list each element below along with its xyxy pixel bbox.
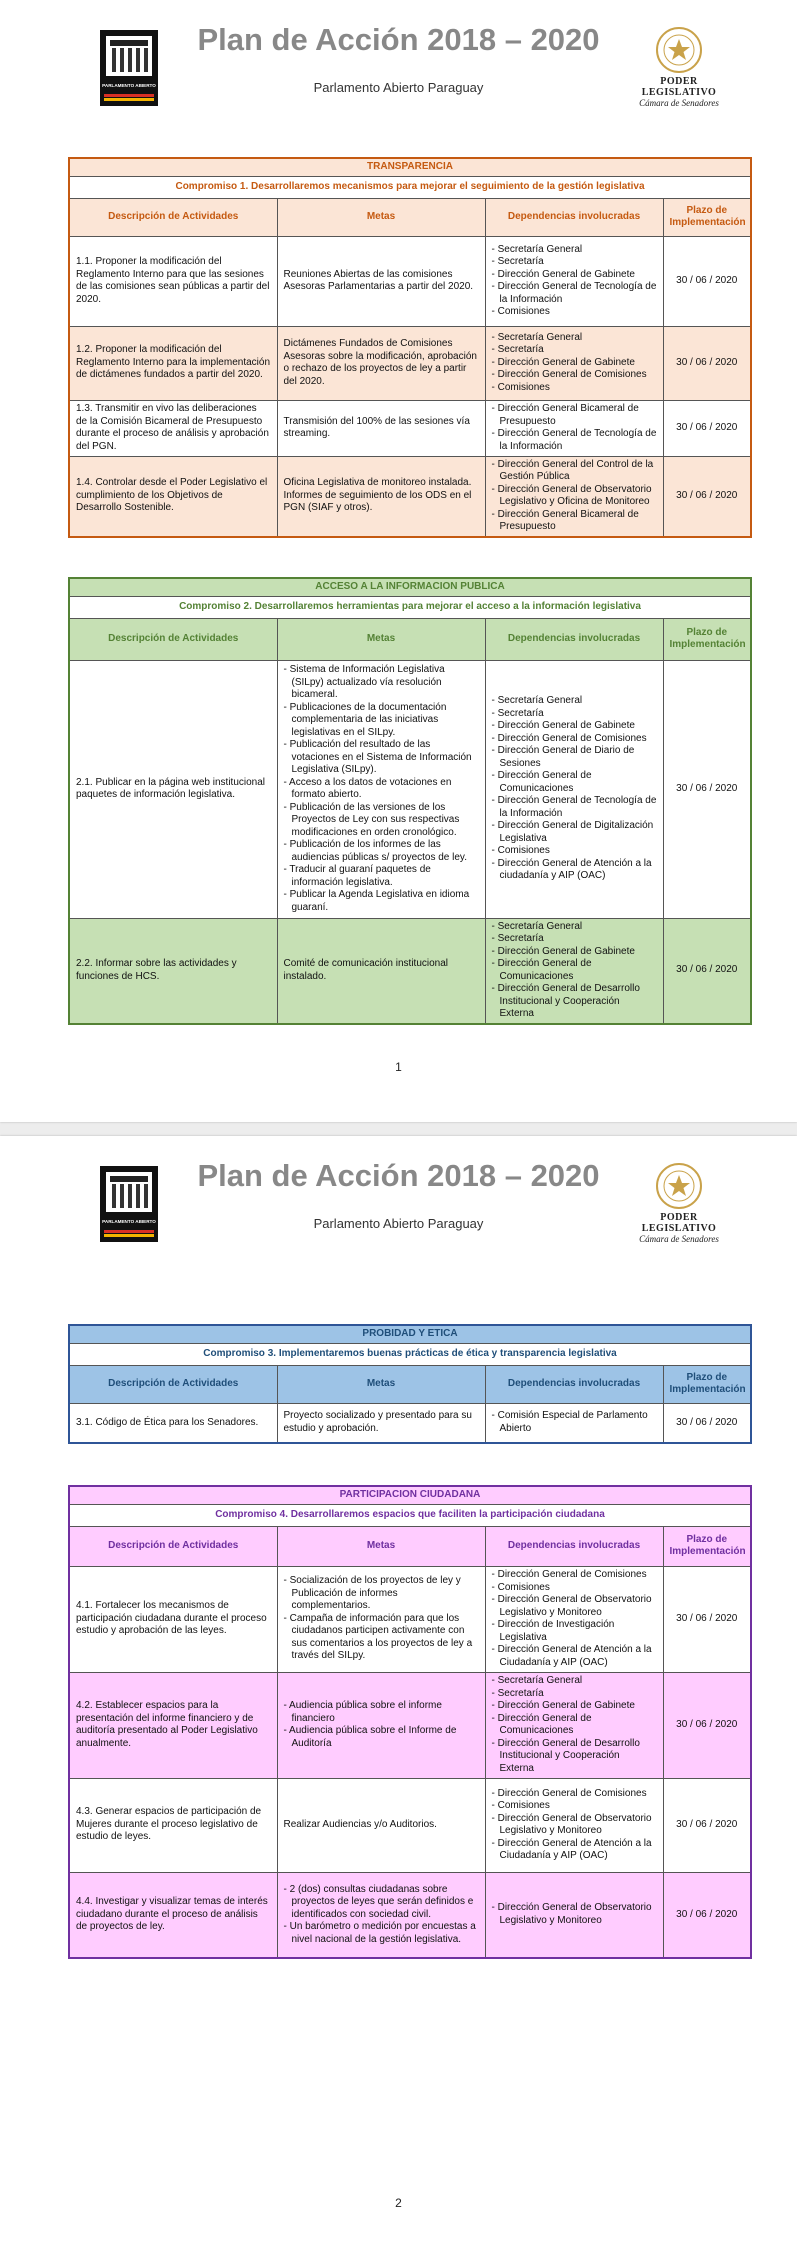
row-desc: 3.1. Código de Ética para los Senadores. xyxy=(69,1403,277,1443)
row-desc: 2.2. Informar sobre las actividades y funciones de HCS. xyxy=(69,918,277,1024)
row-date: 30 / 06 / 2020 xyxy=(663,1672,751,1778)
col-header-plazo: Plazo de Implementación xyxy=(663,1526,751,1566)
row-metas: Dictámenes Fundados de Comisiones Asesoras sobre la modificación, aprobación o rechazo de los proyectos de ley a partir del 2020. xyxy=(277,326,485,400)
row-deps: - Dirección General de Comisiones - Comisiones - Dirección General de Observatorio Legislativo y Monitoreo - Dirección de Investigación Legislativa - Dirección General de Atención a la Ciudadanía y AIP (OAC) xyxy=(485,1566,663,1672)
page-number: 1 xyxy=(395,1060,402,1074)
col-header-metas: Metas xyxy=(277,198,485,236)
row-date: 30 / 06 / 2020 xyxy=(663,1872,751,1958)
row-date: 30 / 06 / 2020 xyxy=(663,660,751,918)
row-desc: 2.1. Publicar en la página web institucional paquetes de información legislativa. xyxy=(69,660,277,918)
row-metas: Oficina Legislativa de monitoreo instalada. Informes de seguimiento de los ODS en el PGN (SIAF y otros). xyxy=(277,456,485,537)
table-row xyxy=(69,1672,751,1778)
row-deps: - Secretaría General - Secretaría - Dirección General de Gabinete - Dirección General de Comisiones - Dirección General de Diario de Sesiones - Dirección General de Comunicaciones - Dirección General de Tecnología de la Información - Dirección General de Digitalización Legislativa - Comisiones - Dirección General de Atención a la ciudadanía y AIP (OAC) xyxy=(485,660,663,918)
seal-icon xyxy=(655,1162,703,1210)
col-header-plazo: Plazo de Implementación xyxy=(663,1365,751,1403)
svg-text:PARLAMENTO ABIERTO: PARLAMENTO ABIERTO xyxy=(102,1219,156,1224)
row-desc: 4.1. Fortalecer los mecanismos de participación ciudadana durante el proceso estudio y aprobación de las leyes. xyxy=(69,1566,277,1672)
row-metas: Proyecto socializado y presentado para su estudio y aprobación. xyxy=(277,1403,485,1443)
row-metas: - Socialización de los proyectos de ley y Publicación de informes complementarios. - Campaña de información para que los ciudadanos participen activamente con sus comentarios a los proyectos de ley a través del SILpy. xyxy=(277,1566,485,1672)
row-deps: - Dirección General de Comisiones - Comisiones - Dirección General de Observatorio Legislativo y Monitoreo - Dirección General de Atención a la Ciudadanía y AIP (OAC) xyxy=(485,1778,663,1872)
row-deps: - Dirección General del Control de la Gestión Pública - Dirección General de Observatorio Legislativo y Oficina de Monitoreo - Dirección General Bicameral de Presupuesto xyxy=(485,456,663,537)
page-subtitle: Parlamento Abierto Paraguay xyxy=(313,80,484,95)
row-date: 30 / 06 / 2020 xyxy=(663,918,751,1024)
col-header-deps: Dependencias involucradas xyxy=(485,618,663,660)
row-metas: Comité de comunicación institucional instalado. xyxy=(277,918,485,1024)
col-header-metas: Metas xyxy=(277,618,485,660)
page-title: Plan de Acción 2018 – 2020 xyxy=(197,22,600,57)
table-row xyxy=(69,660,751,918)
col-header-desc: Descripción de Actividades xyxy=(69,618,277,660)
table-row xyxy=(69,236,751,326)
row-deps: - Dirección General de Observatorio Legislativo y Monitoreo xyxy=(485,1872,663,1958)
row-deps: - Dirección General Bicameral de Presupuesto - Dirección General de Tecnología de la Información xyxy=(485,400,663,456)
col-header-deps: Dependencias involucradas xyxy=(485,198,663,236)
col-header-metas: Metas xyxy=(277,1526,485,1566)
row-desc: 1.1. Proponer la modificación del Reglamento Interno para que las sesiones de las comisiones sean públicas a partir del 2020. xyxy=(69,236,277,326)
table-row xyxy=(69,918,751,1024)
row-date: 30 / 06 / 2020 xyxy=(663,1778,751,1872)
commitment-title: Compromiso 1. Desarrollaremos mecanismos para mejorar el seguimiento de la gestión legislativa xyxy=(69,176,751,198)
row-desc: 1.3. Transmitir en vivo las deliberaciones de la Comisión Bicameral de Presupuesto durante el proceso de análisis y aprobación del PGN. xyxy=(69,400,277,456)
camara-senadores-label: Cámara de Senadores xyxy=(639,1234,719,1244)
section-label: PROBIDAD Y ETICA xyxy=(69,1325,751,1343)
row-metas: - Sistema de Información Legislativa (SILpy) actualizado vía resolución bicameral. - Publicaciones de la documentación complementaria de las iniciativas legislativas en el SILpy. - Publicación del resultado de las votaciones en el Sistema de Información Legislativa (SILpy). - Acceso a los datos de votaciones en formato abierto. - Publicación de las versiones de los Proyectos de Ley con sus respectivas modificaciones en orden cronológico. - Publicación de los informes de las audiencias públicas s/ proyectos de ley. - Traducir al guaraní paquetes de información legislativa. - Publicar la Agenda Legislativa en idioma guaraní. xyxy=(277,660,485,918)
section-label: TRANSPARENCIA xyxy=(69,158,751,176)
table-row xyxy=(69,400,751,456)
row-desc: 4.2. Establecer espacios para la presentación del informe financiero y de auditoría presentado al Poder Legislativo anualmente. xyxy=(69,1672,277,1778)
row-deps: - Comisión Especial de Parlamento Abierto xyxy=(485,1403,663,1443)
row-date: 30 / 06 / 2020 xyxy=(663,400,751,456)
col-header-deps: Dependencias involucradas xyxy=(485,1526,663,1566)
row-metas: Transmisión del 100% de las sesiones vía streaming. xyxy=(277,400,485,456)
commitment-title: Compromiso 3. Implementaremos buenas prácticas de ética y transparencia legislativa xyxy=(69,1343,751,1365)
commitment-title: Compromiso 4. Desarrollaremos espacios que faciliten la participación ciudadana xyxy=(69,1504,751,1526)
page-2 xyxy=(0,1136,797,2262)
senado-logo xyxy=(626,1162,732,1248)
row-desc: 4.4. Investigar y visualizar temas de interés ciudadano durante el proceso de análisis de proyectos de ley. xyxy=(69,1872,277,1958)
row-metas: Realizar Audiencias y/o Auditorios. xyxy=(277,1778,485,1872)
commitment-1-table xyxy=(68,157,752,538)
row-date: 30 / 06 / 2020 xyxy=(663,1566,751,1672)
page-title: Plan de Acción 2018 – 2020 xyxy=(197,1158,600,1193)
camara-senadores-label: Cámara de Senadores xyxy=(639,98,719,108)
row-date: 30 / 06 / 2020 xyxy=(663,1403,751,1443)
commitment-2-table xyxy=(68,577,752,1025)
row-desc: 4.3. Generar espacios de participación de Mujeres durante el proceso legislativo de estudio de leyes. xyxy=(69,1778,277,1872)
row-metas: - 2 (dos) consultas ciudadanas sobre proyectos de leyes que serán definidos e identificados con sociedad civil. - Un barómetro o medición por encuestas a nivel nacional de la gestión legislativa. xyxy=(277,1872,485,1958)
table-row xyxy=(69,1872,751,1958)
row-date: 30 / 06 / 2020 xyxy=(663,456,751,537)
col-header-desc: Descripción de Actividades xyxy=(69,1526,277,1566)
row-metas: Reuniones Abiertas de las comisiones Asesoras Parlamentarias a partir del 2020. xyxy=(277,236,485,326)
page-1 xyxy=(0,0,797,1122)
col-header-deps: Dependencias involucradas xyxy=(485,1365,663,1403)
table-row xyxy=(69,326,751,400)
table-row xyxy=(69,456,751,537)
section-label: ACCESO A LA INFORMACION PUBLICA xyxy=(69,578,751,596)
col-header-plazo: Plazo de Implementación xyxy=(663,618,751,660)
page-header xyxy=(0,0,797,130)
row-date: 30 / 06 / 2020 xyxy=(663,326,751,400)
col-header-desc: Descripción de Actividades xyxy=(69,1365,277,1403)
col-header-metas: Metas xyxy=(277,1365,485,1403)
col-header-plazo: Plazo de Implementación xyxy=(663,198,751,236)
row-metas: - Audiencia pública sobre el informe financiero - Audiencia pública sobre el Informe de Auditoría xyxy=(277,1672,485,1778)
row-desc: 1.2. Proponer la modificación del Reglamento Interno para la implementación de dictámenes fundados a partir del 2020. xyxy=(69,326,277,400)
page-header xyxy=(0,1136,797,1266)
svg-text:PARLAMENTO ABIERTO: PARLAMENTO ABIERTO xyxy=(102,83,156,88)
senado-logo xyxy=(626,26,732,112)
page-subtitle: Parlamento Abierto Paraguay xyxy=(313,1216,484,1231)
row-deps: - Secretaría General - Secretaría - Dirección General de Gabinete - Dirección General de Tecnología de la Información - Comisiones xyxy=(485,236,663,326)
commitment-title: Compromiso 2. Desarrollaremos herramientas para mejorar el acceso a la información legislativa xyxy=(69,596,751,618)
poder-legislativo-label: PODER LEGISLATIVO xyxy=(641,1212,717,1234)
commitment-4-table xyxy=(68,1485,752,1959)
page-number: 2 xyxy=(395,2196,402,2210)
table-row xyxy=(69,1566,751,1672)
row-deps: - Secretaría General - Secretaría - Dirección General de Gabinete - Dirección General de Comunicaciones - Dirección General de Desarrollo Institucional y Cooperación Externa xyxy=(485,918,663,1024)
col-header-desc: Descripción de Actividades xyxy=(69,198,277,236)
table-row xyxy=(69,1778,751,1872)
row-date: 30 / 06 / 2020 xyxy=(663,236,751,326)
table-row xyxy=(69,1403,751,1443)
row-deps: - Secretaría General - Secretaría - Dirección General de Gabinete - Dirección General de Comunicaciones - Dirección General de Desarrollo Institucional y Cooperación Externa xyxy=(485,1672,663,1778)
poder-legislativo-label: PODER LEGISLATIVO xyxy=(641,76,717,98)
seal-icon xyxy=(655,26,703,74)
section-label: PARTICIPACION CIUDADANA xyxy=(69,1486,751,1504)
commitment-3-table xyxy=(68,1324,752,1444)
row-desc: 1.4. Controlar desde el Poder Legislativo el cumplimiento de los Objetivos de Desarrollo Sostenible. xyxy=(69,456,277,537)
row-deps: - Secretaría General - Secretaría - Dirección General de Gabinete - Dirección General de Comisiones - Comisiones xyxy=(485,326,663,400)
